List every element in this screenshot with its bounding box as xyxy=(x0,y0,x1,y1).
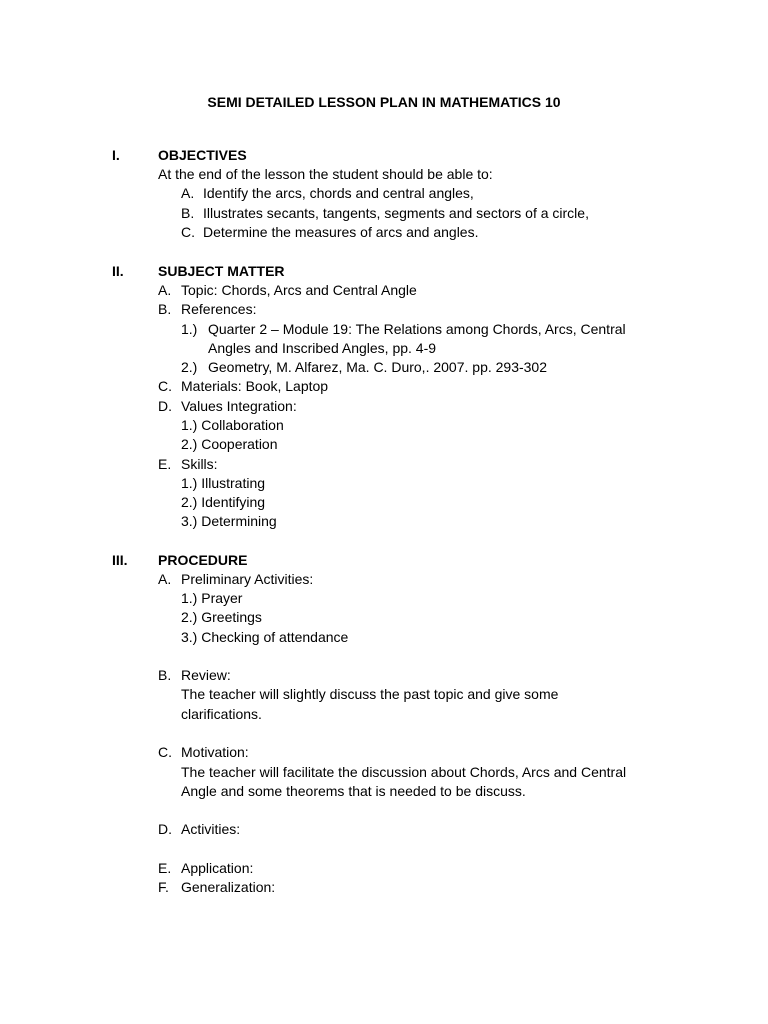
materials-text: Materials: Book, Laptop xyxy=(181,378,329,394)
value-item: 2.) Cooperation xyxy=(181,436,278,452)
reference-marker: 2.) xyxy=(181,359,198,375)
objective-text: Illustrates secants, tangents, segments and sectors of a circle, xyxy=(203,205,589,221)
document-title: SEMI DETAILED LESSON PLAN IN MATHEMATICS 10 xyxy=(207,94,561,110)
references-label: References: xyxy=(181,301,257,317)
item-marker: D. xyxy=(158,398,172,414)
item-marker: B. xyxy=(158,667,172,683)
section-numeral-subject-matter: II. xyxy=(112,263,124,279)
reference-marker: 1.) xyxy=(181,321,198,337)
item-marker: C. xyxy=(158,378,172,394)
objective-text: Identify the arcs, chords and central angles, xyxy=(203,185,474,201)
skill-item: 1.) Illustrating xyxy=(181,475,266,491)
section-heading-objectives: OBJECTIVES xyxy=(158,147,247,163)
application-label: Application: xyxy=(181,860,254,876)
item-marker: D. xyxy=(158,821,172,837)
objective-text: Determine the measures of arcs and angles. xyxy=(203,224,479,240)
preliminary-item: 1.) Prayer xyxy=(181,590,243,606)
topic-text: Topic: Chords, Arcs and Central Angle xyxy=(181,282,417,298)
generalization-label: Generalization: xyxy=(181,879,276,895)
item-marker: F. xyxy=(158,879,169,895)
preliminary-item: 2.) Greetings xyxy=(181,609,262,625)
skill-item: 3.) Determining xyxy=(181,513,277,529)
item-marker: C. xyxy=(158,744,172,760)
item-marker: B. xyxy=(158,301,172,317)
item-marker: E. xyxy=(158,860,172,876)
skill-item: 2.) Identifying xyxy=(181,494,266,510)
section-numeral-objectives: I. xyxy=(112,147,120,163)
activities-label: Activities: xyxy=(181,821,241,837)
value-item: 1.) Collaboration xyxy=(181,417,284,433)
objectives-intro: At the end of the lesson the student should be able to: xyxy=(158,166,493,182)
preliminary-item: 3.) Checking of attendance xyxy=(181,629,349,645)
section-heading-procedure: PROCEDURE xyxy=(158,552,248,568)
reference-text-continued: Angles and Inscribed Angles, pp. 4-9 xyxy=(208,340,437,356)
item-marker: A. xyxy=(158,282,172,298)
reference-text: Geometry, M. Alfarez, Ma. C. Duro,. 2007. pp. 293-302 xyxy=(208,359,548,375)
item-marker: E. xyxy=(158,456,172,472)
review-body: clarifications. xyxy=(181,706,262,722)
item-marker: A. xyxy=(158,571,172,587)
review-label: Review: xyxy=(181,667,231,683)
motivation-body: Angle and some theorems that is needed to be discuss. xyxy=(181,783,526,799)
motivation-body: The teacher will facilitate the discussion about Chords, Arcs and Central xyxy=(181,764,627,780)
skills-label: Skills: xyxy=(181,456,218,472)
reference-text: Quarter 2 – Module 19: The Relations among Chords, Arcs, Central xyxy=(208,321,626,337)
section-heading-subject-matter: SUBJECT MATTER xyxy=(158,263,285,279)
values-label: Values Integration: xyxy=(181,398,297,414)
section-numeral-procedure: III. xyxy=(112,552,128,568)
objective-marker: C. xyxy=(181,224,195,240)
motivation-label: Motivation: xyxy=(181,744,249,760)
review-body: The teacher will slightly discuss the past topic and give some xyxy=(181,686,559,702)
preliminary-label: Preliminary Activities: xyxy=(181,571,314,587)
objective-marker: A. xyxy=(181,185,195,201)
objective-marker: B. xyxy=(181,205,195,221)
